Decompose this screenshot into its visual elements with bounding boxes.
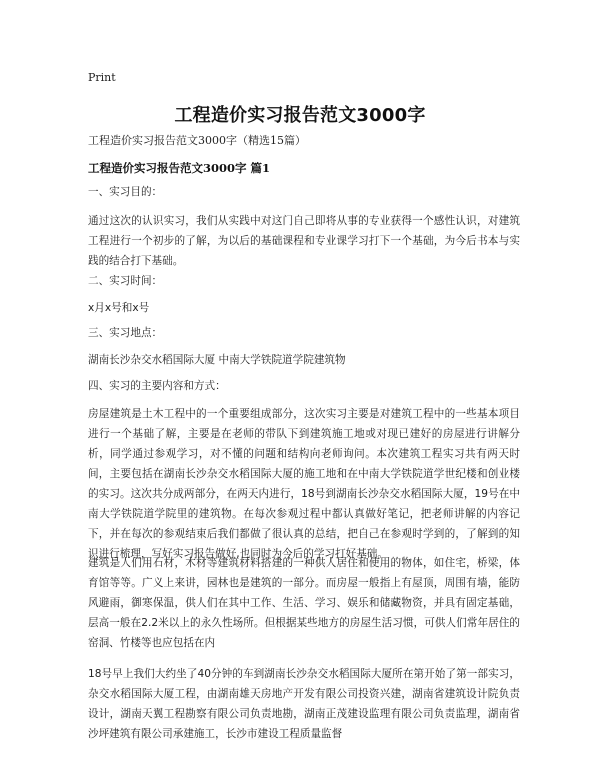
paragraph-building: 建筑是人们用石材，木材等建筑材料搭建的一种供人居住和使用的物体，如住宅，桥梁，体育馆等等。广义上来讲，园林也是建筑的一部分。而房屋一般指上有屋顶，周围有墙，能防风避雨，御寒保温，供人们在其中工作、生活、学习、娱乐和储藏物资，并具有固定基础，层高一般在2.2米以上的永久性场所。但根据某些地方的房屋生活习惯，可供人们常年居住的窑洞、竹楼等也应包括在内 xyxy=(88,557,520,649)
heading-purpose: 一、实习目的： xyxy=(88,186,163,198)
paragraph-purpose: 通过这次的认识实习，我们从实践中对这门自己即将从事的专业获得一个感性认识，对建筑工程进行一个初步的了解，为以后的基础课程和专业课学习打下一个基础，为今后书本与实践的结合打下基础。 xyxy=(88,215,520,267)
heading-location: 三、实习地点： xyxy=(88,327,163,339)
paragraph-time: x月x号和x号 xyxy=(88,302,150,314)
print-label: Print xyxy=(88,71,116,84)
paragraph-content: 房屋建筑是土木工程中的一个重要组成部分，这次实习主要是对建筑工程中的一些基本项目进行一个基础了解，主要是在老师的带队下到建筑施工地或对现已建好的房屋进行讲解分析，同学通过参观学习，对不懂的问题和结构向老师询问。本次建筑工程实习共有两天时间，主要包括在湖南长沙杂交水稻国际大厦的施工地和在中南大学铁院道学世纪楼和创业楼的实习。这次共分成两部分，在两天内进行，18号到湖南长沙杂交水稻国际大厦，19号在中南大学铁院道学院里的建筑物。在每次参观过程中都认真做好笔记，把老师讲解的内容记下，并在每次的参观结束后我们都做了很认真的总结，把自己在参观时学到的，了解到的知识进行梳理，写好实习报告做好,也同时为今后的学习打好基础。 xyxy=(88,408,520,560)
section-title: 工程造价实习报告范文3000字 篇1 xyxy=(88,161,271,175)
paragraph-visit: 18号早上我们大约坐了40分钟的车到湖南长沙杂交水稻国际大厦所在第开始了第一部实习，杂交水稻国际大厦工程，由湖南雄天房地产开发有限公司投资兴建，湖南省建筑设计院负责设计，湖南天翼工程勘察有限公司负责地勘，湖南正茂建设监理有限公司负责监理，湖南省沙坪建筑有限公司承建施工，长沙市建设工程质量监督 xyxy=(88,668,520,740)
document-subtitle: 工程造价实习报告范文3000字（精选15篇） xyxy=(88,134,306,147)
paragraph-location: 湖南长沙杂交水稻国际大厦 中南大学铁院道学院建筑物 xyxy=(88,354,346,366)
document-title: 工程造价实习报告范文3000字 xyxy=(174,105,426,126)
heading-content: 四、实习的主要内容和方式： xyxy=(88,380,226,392)
heading-time: 二、实习时间： xyxy=(88,275,163,287)
